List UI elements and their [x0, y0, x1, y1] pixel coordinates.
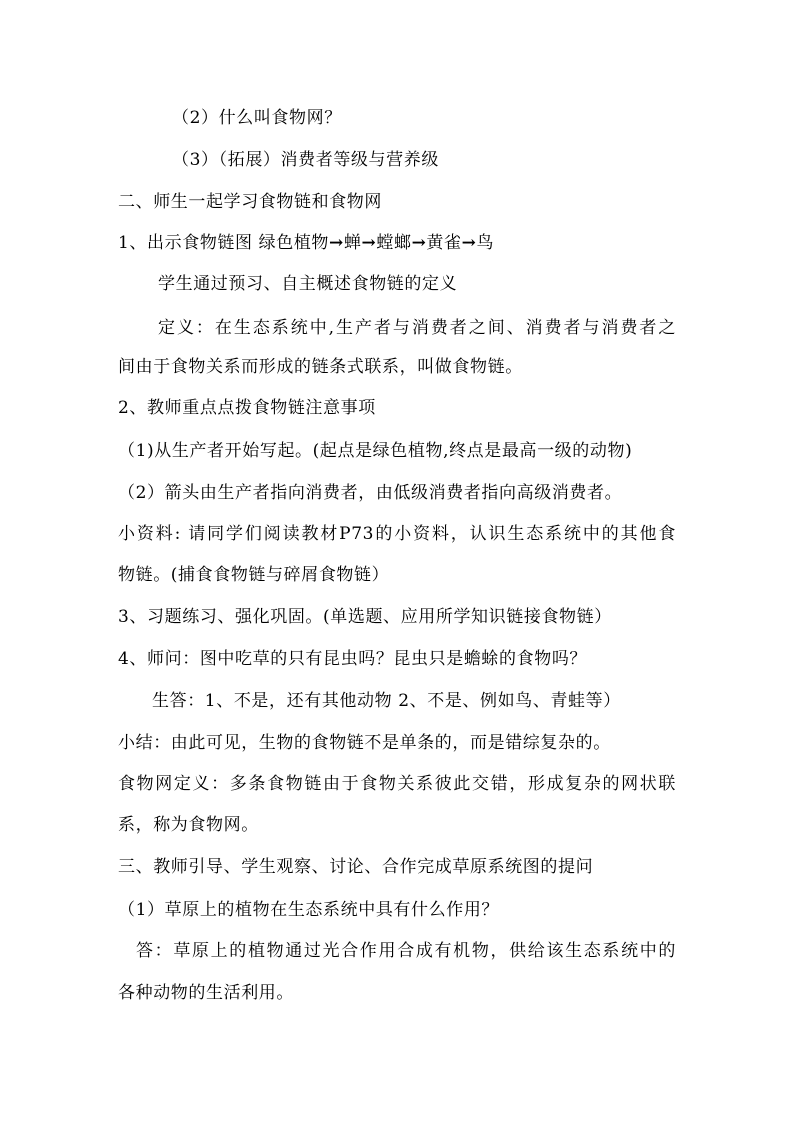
food-web-definition-line-1: 食物网定义：多条食物链由于食物关系彼此交错，形成复杂的网状联	[118, 774, 676, 794]
grassland-answer-line-2: 各种动物的生活利用。	[118, 983, 294, 1003]
step-2-heading: 2、教师重点点拨食物链注意事项	[118, 398, 376, 418]
grassland-question-1: （1）草原上的植物在生态系统中具有什么作用？	[118, 900, 500, 920]
student-preview-text: 学生通过预习、自主概述食物链的定义	[158, 274, 458, 294]
food-chain-prefix: 1、出示食物链图	[118, 233, 259, 253]
grassland-answer-line-1: 答：草原上的植物通过光合作用合成有机物，供给该生态系统中的	[136, 941, 676, 961]
food-chain-line	[118, 231, 494, 255]
chain-item-cicada: 蝉	[343, 233, 362, 253]
step-3-exercise: 3、习题练习、强化巩固。(单选题、应用所学知识链接食物链）	[118, 607, 612, 627]
arrow-right-icon: →	[461, 233, 477, 253]
summary-text: 小结：由此可见，生物的食物链不是单条的，而是错综复杂的。	[118, 733, 611, 753]
student-answer: 生答：1、不是，还有其他动物 2、不是、例如鸟、青蛙等）	[152, 691, 621, 711]
section-heading-3: 三、教师引导、学生观察、讨论、合作完成草原系统图的提问	[118, 857, 594, 877]
chain-item-oriole: 黄雀	[426, 233, 462, 253]
subquestion-food-web: （2）什么叫食物网？	[172, 108, 342, 128]
note-item-2: （2）箭头由生产者指向消费者，由低级消费者指向高级消费者。	[118, 483, 623, 503]
chain-item-mantis: 螳螂	[376, 233, 412, 253]
material-line-2: 物链。(捕食食物链与碎屑食物链）	[118, 565, 390, 585]
definition-line-2: 间由于食物关系而形成的链条式联系，叫做食物链。	[118, 357, 523, 377]
arrow-right-icon: →	[411, 233, 427, 253]
food-web-definition-line-2: 系，称为食物网。	[118, 815, 259, 835]
subquestion-consumer-levels: （3）（拓展）消费者等级与营养级	[172, 150, 439, 170]
chain-item-green-plant: 绿色植物	[258, 233, 330, 253]
note-item-1: （1)从生产者开始写起。(起点是绿色植物,终点是最高一级的动物)	[118, 441, 633, 461]
arrow-right-icon: →	[361, 233, 377, 253]
step-4-teacher-question: 4、师问：图中吃草的只有昆虫吗？昆虫只是蟾蜍的食物吗？	[118, 649, 588, 669]
arrow-right-icon: →	[329, 233, 344, 253]
material-line-1: 小资料: 请同学们阅读教材P73的小资料，认识生态系统中的其他食	[118, 524, 676, 544]
definition-line-1: 定义：在生态系统中,生产者与消费者之间、消费者与消费者之	[158, 318, 676, 338]
section-heading-2: 二、师生一起学习食物链和食物网	[118, 192, 382, 212]
chain-item-bird: 鸟	[476, 233, 495, 253]
